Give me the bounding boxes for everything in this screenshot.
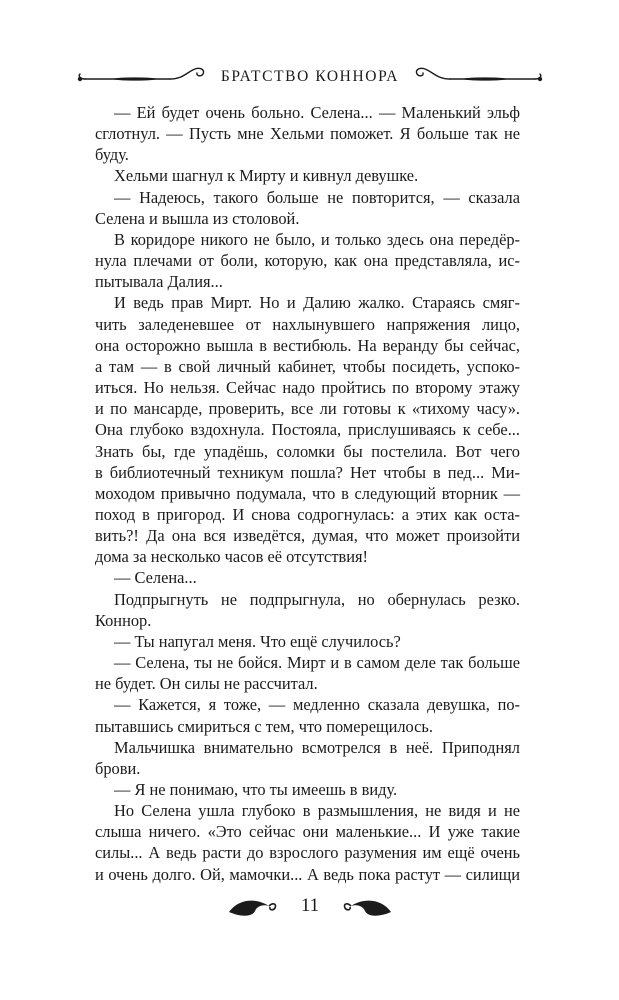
text-line: иться. Но нельзя. Сейчас надо пройтись по второму этажу — [95, 378, 520, 398]
text-line: пытывала Далия... — [95, 272, 223, 292]
running-title: БРАТСТВО КОННОРА — [220, 68, 400, 85]
text-line: Но Селена ушла глубоко в размышления, не видя и не — [114, 801, 520, 821]
text-line: пытавшись смириться с тем, что померещилось. — [95, 716, 433, 736]
text-line: силы... А ведь расти до взрослого разумения им ещё очень — [95, 843, 520, 863]
text-line: Коннор. — [95, 610, 152, 630]
text-line: и очень долго. Ой, мамочки... А ведь пока растут — силищи — [95, 864, 520, 884]
text-line: брови. — [95, 758, 141, 778]
text-line: слыша ничего. «Это сейчас они маленькие... И уже такие — [95, 822, 520, 842]
text-line: Она глубоко вздохнула. Постояла, прислушиваясь к себе... — [95, 420, 520, 440]
text-line: — Селена, ты не бойся. Мирт и в самом деле так больше — [114, 653, 520, 673]
text-line: Хельми шагнул к Мирту и кивнул девушке. — [114, 166, 419, 186]
text-line: вить?! Да она вся изведётся, думая, что может произойти — [95, 526, 520, 546]
text-line: Знать бы, где упадёшь, соломки бы постелила. Вот чего — [95, 441, 520, 461]
text-line: Мальчишка внимательно всмотрелся в неё. Приподнял — [114, 737, 520, 757]
text-line: Селена и вышла из столовой. — [95, 208, 300, 228]
text-line: а там — в свой личный кабинет, чтобы посидеть, успоко- — [95, 356, 520, 376]
text-line: нула плечами от боли, которую, как она представляла, ис- — [95, 251, 520, 271]
page-footer — [225, 892, 395, 922]
body-text — [95, 102, 520, 885]
text-line: И ведь прав Мирт. Но и Далию жалко. Стараясь смяг- — [114, 293, 520, 313]
text-line: буду. — [95, 145, 129, 165]
text-line: не будет. Он силы не рассчитал. — [95, 674, 318, 694]
text-line: — Я не понимаю, что ты имеешь в виду. — [114, 780, 398, 799]
text-line: поход в пригород. И снова содрогнулась: а этих как оста- — [95, 504, 520, 524]
text-line: и по мансарде, проверить, все ли готовы к «тихому часу». — [95, 399, 520, 419]
text-line: она осторожно вышла в вестибюль. На веранду бы сейчас, — [95, 335, 520, 355]
text-line: сглотнул. — Пусть мне Хельми поможет. Я больше так не — [95, 124, 520, 144]
running-header — [75, 62, 545, 90]
text-line: — Надеюсь, такого больше не повторится, — сказала — [114, 187, 520, 207]
text-line: — Ты напугал меня. Что ещё случилось? — [114, 631, 401, 651]
text-line: Подпрыгнуть не подпрыгнула, но обернулась резко. — [114, 589, 520, 609]
text-line: В коридоре никого не было, и только здесь она передёр- — [114, 229, 520, 249]
text-line: дома за несколько часов её отсутствия! — [95, 547, 368, 567]
text-line: чить заледеневшее от нахлынувшего напряжения лицо, — [95, 314, 520, 334]
text-line: — Ей будет очень больно. Селена... — Маленький эльф — [114, 103, 520, 122]
text-line: в библиотечный техникум пошла? Нет чтобы в пед... Ми- — [95, 462, 520, 482]
text-line: моходом привычно подумала, что в следующий вторник — — [95, 483, 520, 503]
page-number: 11 — [300, 895, 320, 916]
text-line: — Кажется, я тоже, — медленно сказала девушка, по- — [114, 695, 520, 715]
text-line: — Селена... — [114, 568, 197, 588]
